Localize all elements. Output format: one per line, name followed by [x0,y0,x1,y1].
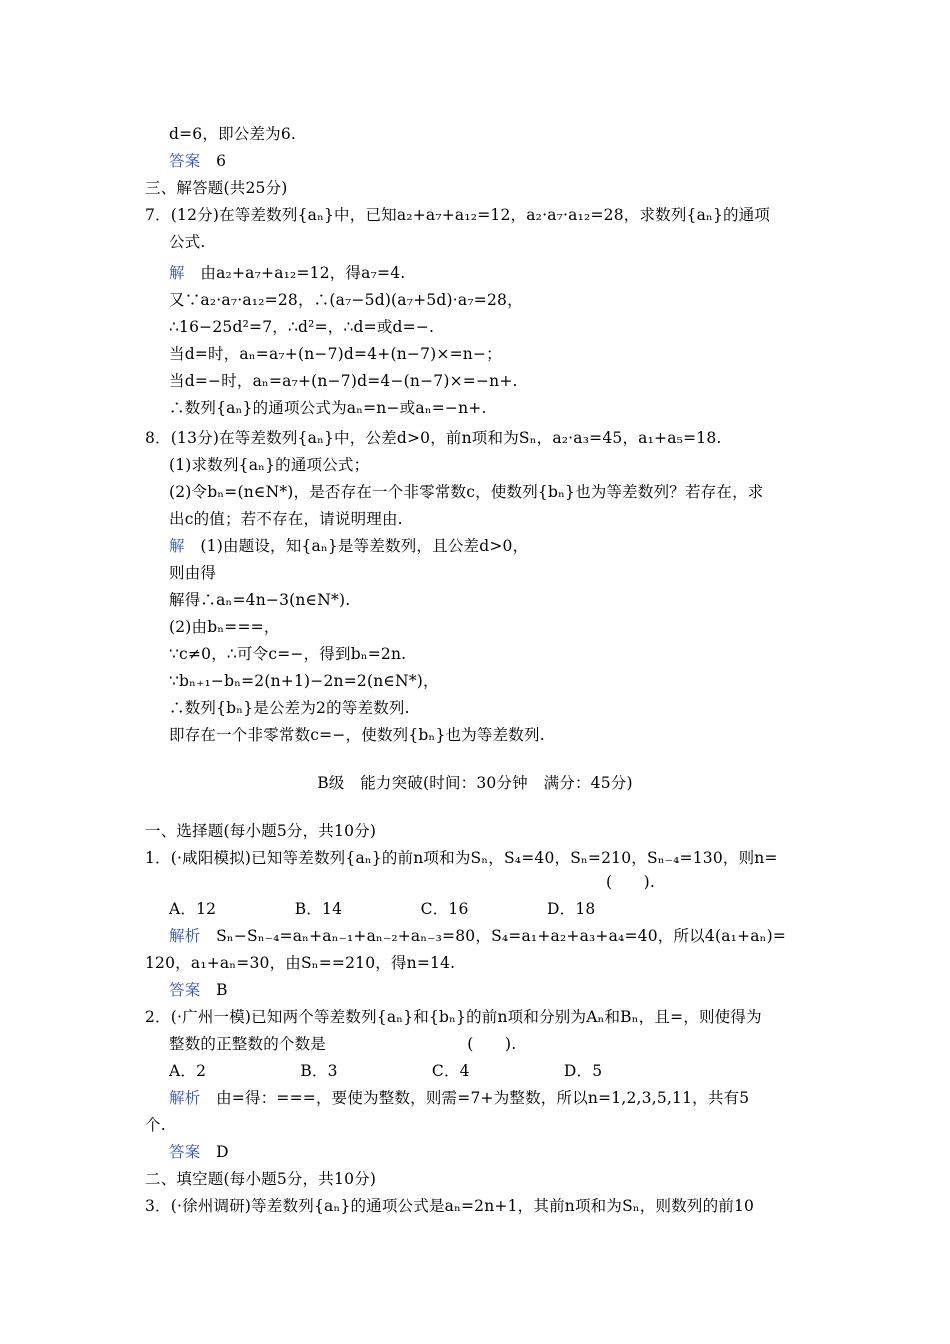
text-line [169,926,786,946]
line-text: 由=得：===，要使为整数，则需=7+为整数，所以n=1,2,3,5,11，共有5 [216,1089,750,1107]
text-line [145,953,455,973]
line-text: A．2 B．3 C．4 D．5 [169,1062,603,1080]
text-line [169,590,350,610]
label-tag: 解析 [169,927,201,945]
text-line [169,1034,516,1054]
line-text: 出c的值；若不存在，请说明理由. [169,510,403,528]
label-tag: 解 [169,537,185,555]
text-line [169,698,410,718]
text-line [145,1169,376,1189]
line-text: 由a₂+a₇+a₁₂=12，得a₇=4. [200,264,406,282]
line-text: 一、选择题(每小题5分，共10分) [145,822,377,840]
line-text: 又∵a₂·a₇·a₁₂=28，∴(a₇−5d)(a₇+5d)·a₇=28， [169,291,523,309]
text-line [169,899,595,919]
text-line [145,205,770,225]
label-tag: 解析 [169,1089,201,1107]
text-line [145,178,288,198]
text-line [169,671,439,691]
text-line [169,644,406,664]
text-line [145,1115,166,1135]
line-text: Sₙ−Sₙ₋₄=aₙ+aₙ₋₁+aₙ₋₂+aₙ₋₃=80，S₄=a₁+a₂+a₃+a₄=40，所以4(a₁+aₙ)= [216,927,787,945]
line-text: 个. [145,1116,166,1134]
text-line [169,455,369,475]
line-text: ∵bₙ₊₁−bₙ=2(n+1)−2n=2(n∈N*)， [169,672,439,690]
line-text: 120，a₁+aₙ=30，由Sₙ==210，得n=14. [145,954,456,972]
line-text: 整数的正整数的个数是 ( ). [169,1035,517,1053]
text-line [145,821,376,841]
line-text: ∴数列{bₙ}是公差为2的等差数列. [169,699,410,717]
line-text: (1)求数列{aₙ}的通项公式； [169,456,370,474]
text-line [145,1007,762,1027]
text-line [145,428,722,448]
text-line [169,263,405,283]
text-line [169,980,228,1000]
text-line [145,1196,754,1216]
text-line [169,1061,602,1081]
text-line [169,344,502,364]
text-line [606,872,655,892]
line-text: ( ). [606,873,656,891]
line-text: ∴数列{aₙ}的通项公式为aₙ=n−或aₙ=−n+. [169,399,487,417]
line-text: 三、解答题(共25分) [145,179,288,197]
label-tag: 答案 [169,981,201,999]
line-text: 6 [216,152,227,170]
label-tag: 答案 [169,1143,201,1161]
line-text: (1)由题设，知{aₙ}是等差数列，且公差d>0， [200,537,529,555]
line-text: D [216,1143,229,1161]
text-line [169,1088,749,1108]
text-line [169,482,763,502]
line-text: 1．(·咸阳模拟)已知等差数列{aₙ}的前n项和为Sₙ，S₄=40，Sₙ=210，Sₙ₋₄=130，则n= [145,849,778,867]
text-line [169,563,216,583]
text-line [169,151,226,171]
line-text: 当d=−时，aₙ=a₇+(n−7)d=4−(n−7)×=−n+. [169,372,518,390]
line-text: ∴16−25d²=7，∴d²=，∴d=或d=−. [169,318,435,336]
text-line [145,848,778,868]
line-text: 8．(13分)在等差数列{aₙ}中，公差d>0，前n项和为Sₙ，a₂·a₃=45，a₁+a₅=18. [145,429,722,447]
label-tag: 解 [169,264,185,282]
text-line [169,617,280,637]
line-text: 3．(·徐州调研)等差数列{aₙ}的通项公式是aₙ=2n+1，其前n项和为Sₙ，则数列的前10 [145,1197,755,1215]
line-text: ∵c≠0，∴可令c=−，得到bₙ=2n. [169,645,407,663]
text-line [169,124,296,144]
line-text: 2．(·广州一模)已知两个等差数列{aₙ}和{bₙ}的前n项和分别为Aₙ和Bₙ，且=，则使得为 [145,1008,762,1026]
text-line [0,773,950,793]
line-text: 即存在一个非零常数c=−，使数列{bₙ}也为等差数列. [169,726,545,744]
text-line [169,232,206,252]
text-line [169,398,487,418]
text-line [169,371,518,391]
text-line [169,1142,229,1162]
label-tag: 答案 [169,152,201,170]
text-line [169,536,528,556]
line-text: 则由得 [169,564,217,582]
line-text: 二、填空题(每小题5分，共10分) [145,1170,377,1188]
text-line [169,317,434,337]
line-text: B级 能力突破(时间：30分钟 满分：45分) [317,774,633,792]
line-text: 公式. [169,233,206,251]
text-line [169,725,545,745]
line-text: (2)由bₙ===， [169,618,280,636]
line-text: B [216,981,228,999]
line-text: d=6，即公差为6. [169,125,297,143]
line-text: 解得∴aₙ=4n−3(n∈N*). [169,591,351,609]
text-line [169,509,403,529]
line-text: 7．(12分)在等差数列{aₙ}中，已知a₂+a₇+a₁₂=12，a₂·a₇·a₁₂=28，求数列{aₙ}的通项 [145,206,771,224]
line-text: (2)令bₙ=(n∈N*)，是否存在一个非零常数c，使数列{bₙ}也为等差数列？若存在，求 [169,483,764,501]
line-text: A．12 B．14 C．16 D．18 [169,900,596,918]
text-line [169,290,523,310]
line-text: 当d=时，aₙ=a₇+(n−7)d=4+(n−7)×=n−； [169,345,502,363]
